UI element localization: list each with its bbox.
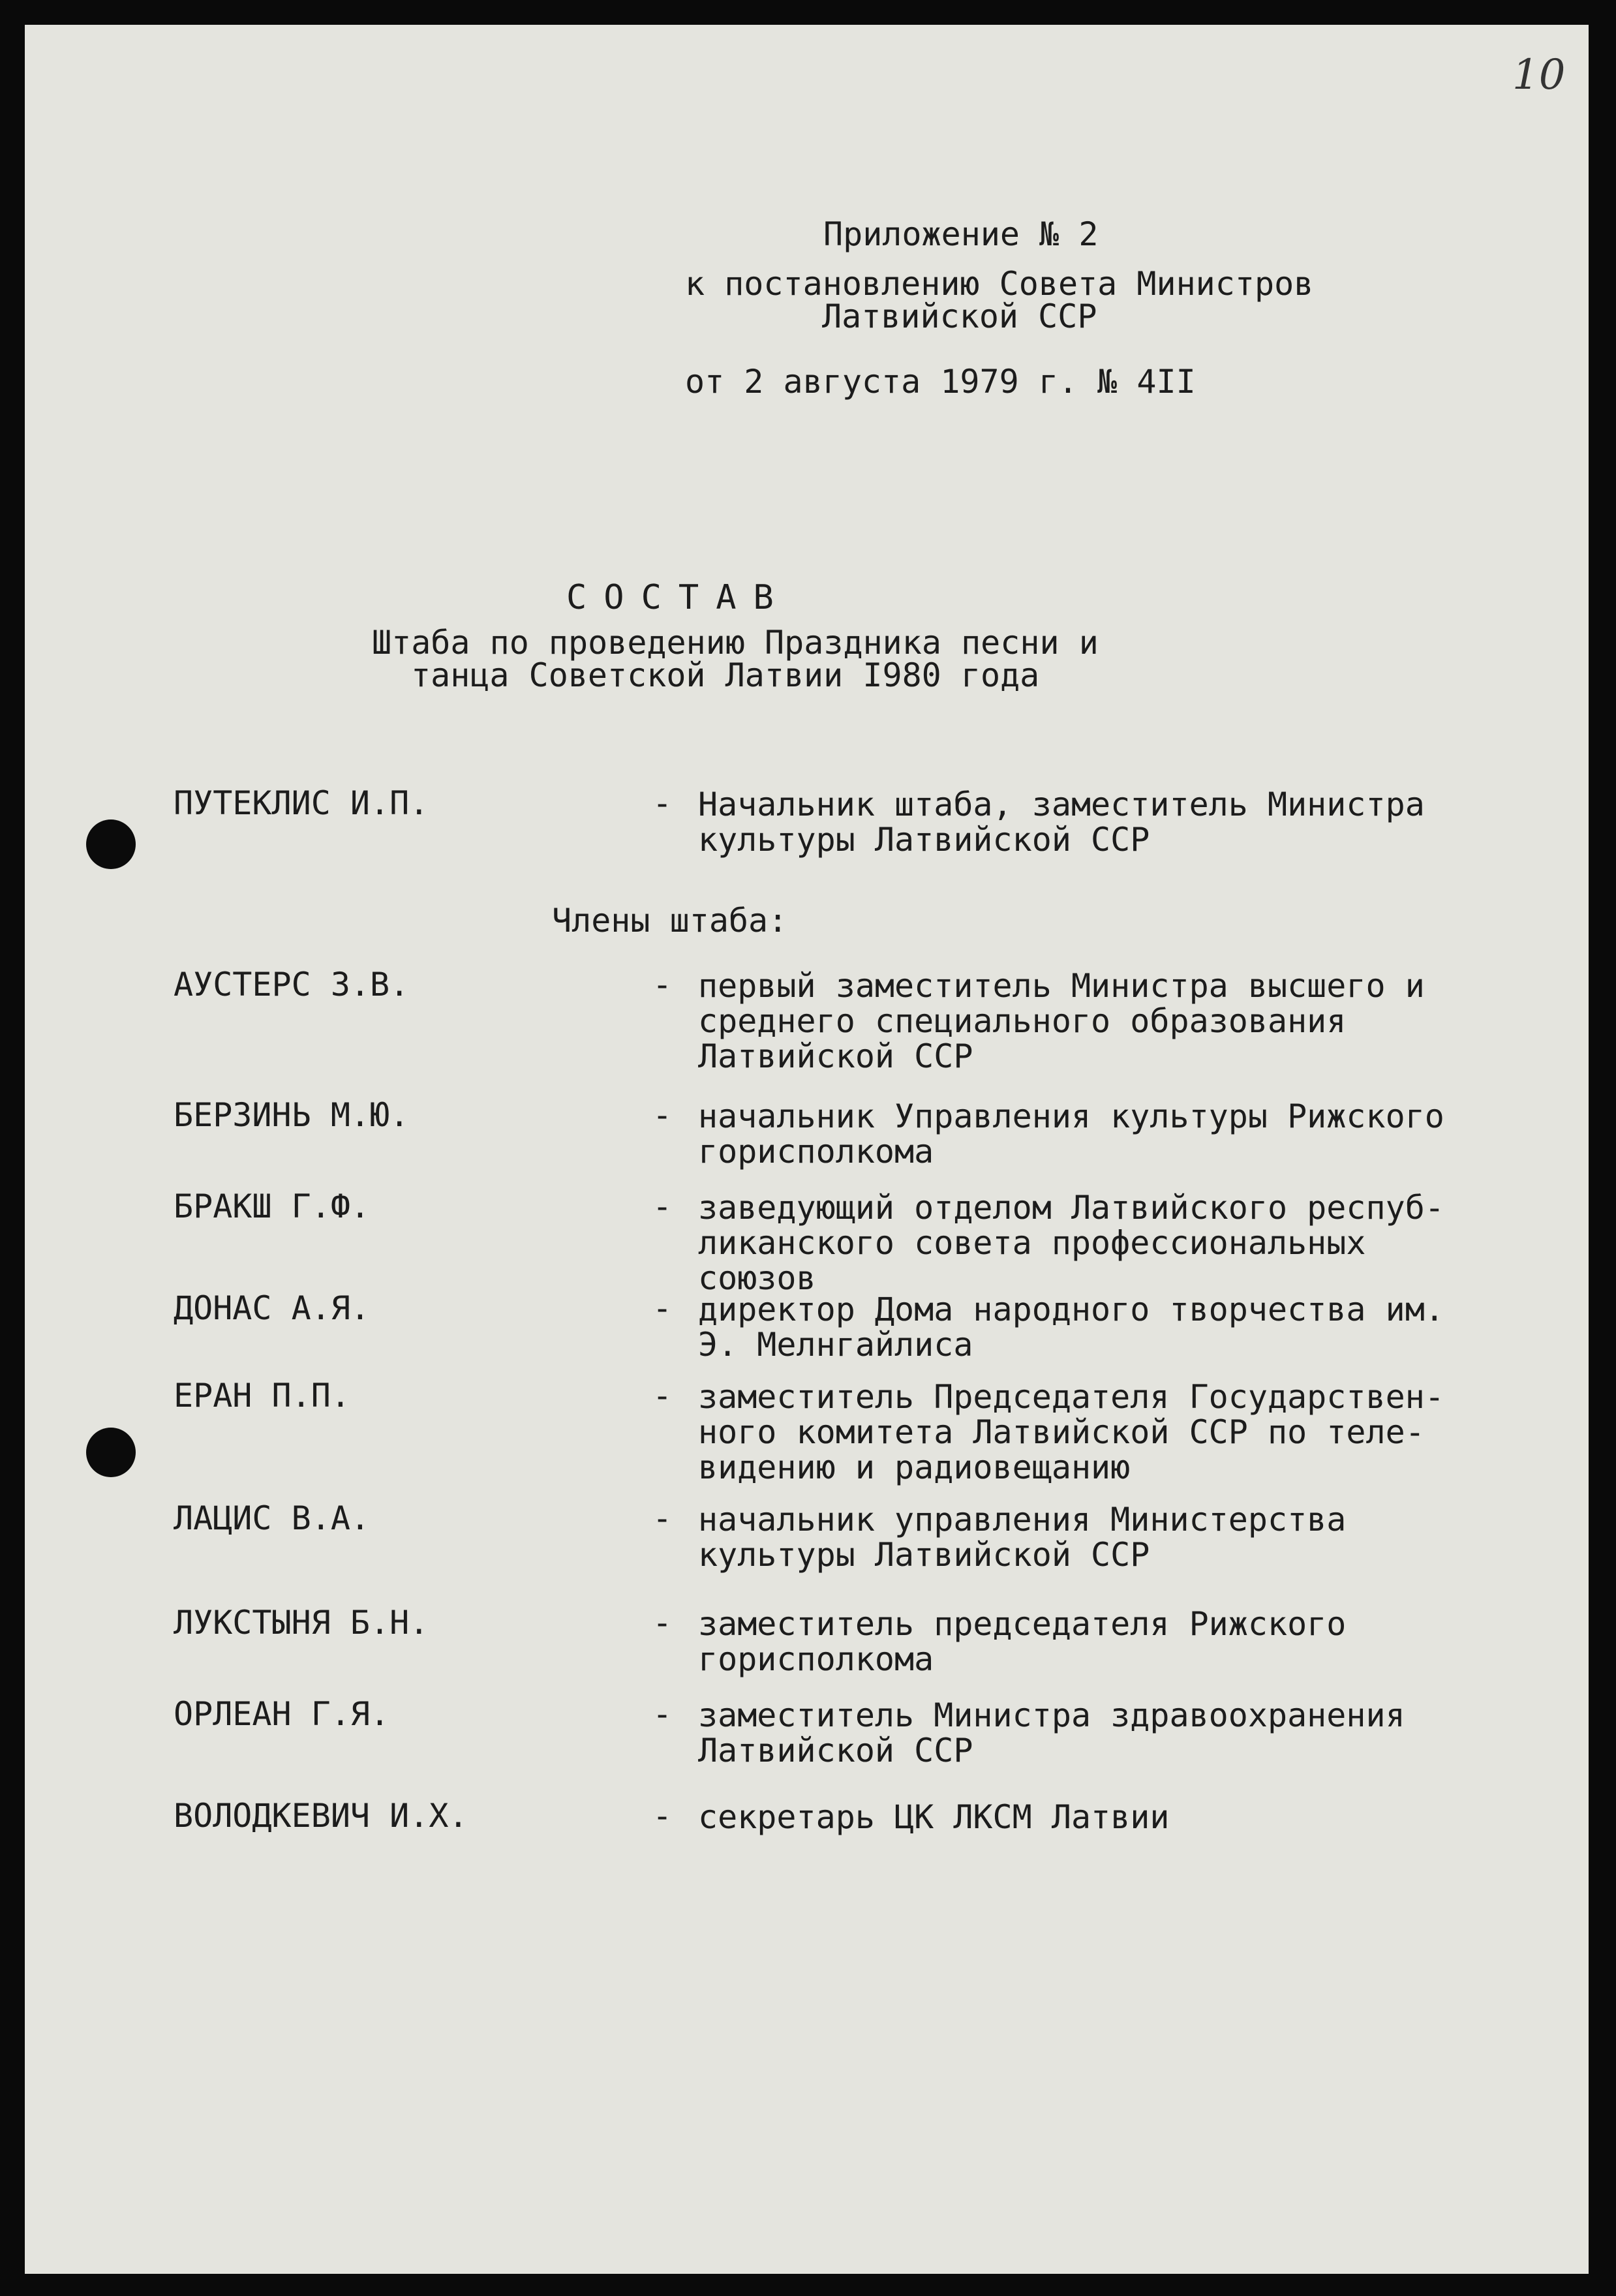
subtitle-line-2: танца Советской Латвии I980 года xyxy=(411,656,1040,694)
entry-dash: - xyxy=(652,1187,673,1225)
member-name: ВОЛОДКЕВИЧ И.Х. xyxy=(174,1797,468,1835)
role-line: горисполкома xyxy=(698,1640,934,1678)
chief-name: ПУТЕКЛИС И.П. xyxy=(174,784,429,822)
republic-line: Латвийской ССР xyxy=(822,298,1097,335)
member-role xyxy=(698,1292,1527,1362)
role-line: заместитель Председателя Государствен- xyxy=(698,1378,1444,1416)
role-line: секретарь ЦК ЛКСМ Латвии xyxy=(698,1798,1170,1836)
entry-dash: - xyxy=(652,1499,673,1537)
role-line: начальник управления Министерства xyxy=(698,1501,1347,1538)
member-role xyxy=(698,968,1527,1074)
role-line: видению и радиовещанию xyxy=(698,1448,1131,1486)
member-role xyxy=(698,1606,1527,1677)
role-line: Латвийской ССР xyxy=(698,1037,973,1075)
role-line: начальник Управления культуры Рижского xyxy=(698,1097,1444,1135)
role-line: директор Дома народного творчества им. xyxy=(698,1291,1444,1328)
entry-dash: - xyxy=(652,966,673,1003)
chief-role xyxy=(698,787,1527,857)
member-role xyxy=(698,1099,1527,1169)
member-name: ЛУКСТЫНЯ Б.Н. xyxy=(174,1604,429,1642)
role-line: Начальник штаба, заместитель Министра xyxy=(698,786,1425,823)
member-name: ОРЛЕАН Г.Я. xyxy=(174,1695,390,1733)
role-line: Э. Мелнгайлиса xyxy=(698,1326,973,1364)
role-line: горисполкома xyxy=(698,1133,934,1171)
entry-dash: - xyxy=(652,1377,673,1415)
role-line: культуры Латвийской ССР xyxy=(698,821,1150,859)
member-name: БЕРЗИНЬ М.Ю. xyxy=(174,1096,410,1134)
entry-dash: - xyxy=(652,1797,673,1835)
members-label: Члены штаба: xyxy=(552,902,788,940)
member-role xyxy=(698,1502,1527,1572)
entry-dash: - xyxy=(652,1695,673,1733)
subtitle-line-1: Штаба по проведению Праздника песни и xyxy=(372,624,1099,662)
member-name: БРАКШ Г.Ф. xyxy=(174,1187,371,1225)
punch-hole xyxy=(86,1428,136,1477)
member-role xyxy=(698,1379,1527,1485)
role-line: среднего специального образования xyxy=(698,1002,1347,1040)
role-line: заведующий отделом Латвийского респуб- xyxy=(698,1189,1444,1227)
member-name: ДОНАС А.Я. xyxy=(174,1289,371,1327)
entry-dash: - xyxy=(652,1289,673,1327)
member-name: ЛАЦИС В.А. xyxy=(174,1499,371,1537)
entry-dash: - xyxy=(652,784,673,822)
member-name: АУСТЕРС З.В. xyxy=(174,966,410,1003)
member-role xyxy=(698,1698,1527,1768)
role-line: первый заместитель Министра высшего и xyxy=(698,967,1425,1005)
role-line: ликанского совета профессиональных xyxy=(698,1224,1366,1262)
appendix-label: Приложение № 2 xyxy=(823,215,1099,253)
entry-dash: - xyxy=(652,1096,673,1134)
member-role xyxy=(698,1799,1527,1835)
punch-hole xyxy=(86,819,136,869)
resolution-line: к постановлению Совета Министров xyxy=(685,265,1314,303)
page-number: 10 xyxy=(1512,51,1566,99)
role-line: ного комитета Латвийской ССР по теле- xyxy=(698,1413,1425,1451)
member-name: ЕРАН П.П. xyxy=(174,1377,350,1415)
role-line: культуры Латвийской ССР xyxy=(698,1536,1150,1574)
member-role xyxy=(698,1190,1527,1296)
role-line: заместитель Министра здравоохранения xyxy=(698,1696,1405,1734)
document-title: СОСТАВ xyxy=(566,578,791,617)
role-line: заместитель председателя Рижского xyxy=(698,1605,1347,1643)
date-number-line: от 2 августа 1979 г. № 4II xyxy=(685,363,1196,401)
role-line: союзов xyxy=(698,1259,816,1297)
role-line: Латвийской ССР xyxy=(698,1732,973,1769)
document-page xyxy=(25,25,1589,2274)
entry-dash: - xyxy=(652,1604,673,1642)
